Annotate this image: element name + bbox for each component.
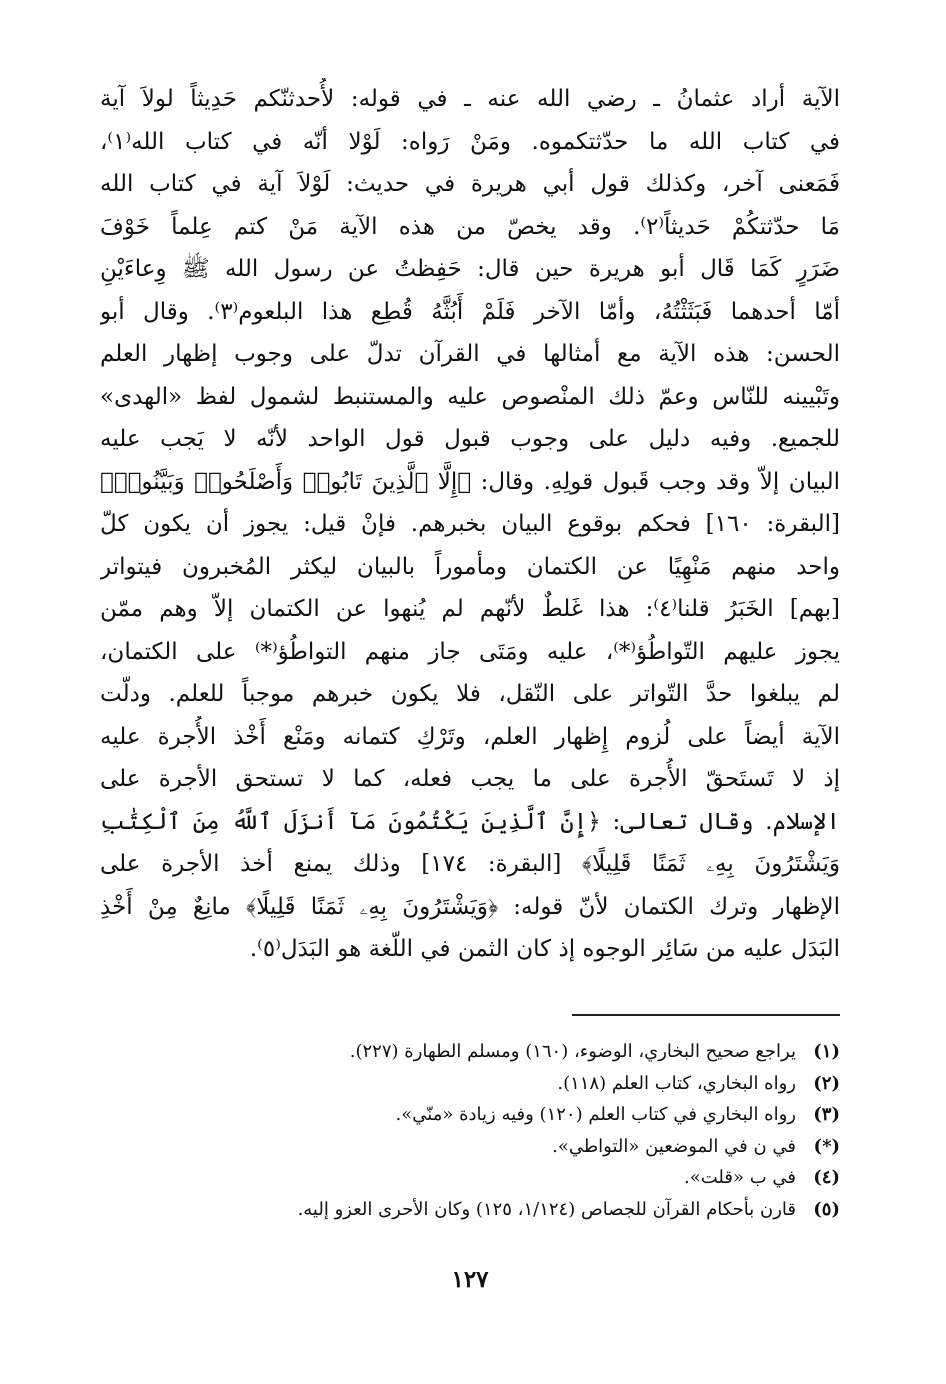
text-line: في كتاب الله ما حدّثتكموه. ومَنْ رَواه: لَوْلا أنّه في كتاب الله⁽١⁾، xyxy=(100,128,840,155)
footnote-separator xyxy=(572,1014,840,1016)
footnote-number: (٥) xyxy=(813,1198,840,1220)
text-line: وتَبْيينه للنّاس وعمّ ذلك المنْصوص عليه والمستنبط لشمول لفظ «الهدى» xyxy=(100,383,840,410)
footnote xyxy=(100,1194,840,1226)
footnote-text: قارن بأحكام القرآن للجصاص (١/١٢٤، ١٢٥) وكان الأحرى العزو إليه. xyxy=(297,1198,796,1220)
text-line: الإسلام. وقال تعالى: ﴿إِنَّ ٱلَّذِينَ يَكْتُمُونَ مَآ أَنزَلَ ٱللَّهُ مِنَ ٱلْكِتَٰبِ xyxy=(100,808,840,835)
footnote xyxy=(100,1068,840,1100)
text-line: البَدَل عليه من سَائِر الوجوه إذ كان الثمن في اللّغة هو البَدَل⁽٥⁾. xyxy=(249,936,840,962)
book-page xyxy=(100,78,840,1338)
text-line: ضَرَرٍ كَمَا قَال أبو هريرة حين قال: حَفِظتُ عن رسول الله ﷺ وِعاءَيْنِ xyxy=(100,256,840,282)
footnote-text: يراجع صحيح البخاري، الوضوء، (١٦٠) ومسلم الطهارة (٢٢٧). xyxy=(349,1041,796,1062)
footnote-text: رواه البخاري في كتاب العلم (١٢٠) وفيه زيادة «منّي». xyxy=(395,1104,796,1125)
text-line: واحد منهم مَنْهِيًا عن الكتمان ومأموراً بالبيان ليكثر المُخبرون فيتواتر xyxy=(100,553,840,580)
footnotes-list xyxy=(100,1036,840,1225)
text-line: الآية أراد عثمانُ ـ رضي الله عنه ـ في قوله: لأُحدثنّكم حَدِيثاً لولاَ آية xyxy=(100,86,840,112)
footnote-number: (٢) xyxy=(813,1072,840,1094)
text-line: أمّا أحدهما فَبَثَثْتُهُ، وأمّا الآخر فَلَمْ أَبُثَّهُ قُطِع هذا البلعوم⁽٣⁾. وقال أبو xyxy=(100,298,840,325)
text-line: البيان إلاّ وقد وجب قَبول قولِهِ. وقال: ﴿إِلَّا ٱلَّذِينَ تَابُوا۟ وَأَصْلَحُوا۟ وَبَيَّنُوا۟﴾ xyxy=(100,468,840,495)
text-line: للجميع. وفيه دليل على وجوب قبول قول الواحد لأنّه لا يَجب عليه xyxy=(100,426,840,452)
footnote-number: (*) xyxy=(813,1135,840,1157)
footnote-number: (٤) xyxy=(813,1167,840,1188)
footnote-text: رواه البخاري، كتاب العلم (١١٨). xyxy=(557,1072,796,1094)
text-line: الإظهار وترك الكتمان لأنّ قوله: ﴿وَيَشْتَرُونَ بِهِۦ ثَمَنًا قَلِيلًا﴾ مانِعٌ مِنْ أَخْذِ xyxy=(100,893,840,920)
main-text xyxy=(100,78,840,971)
footnote xyxy=(100,1162,840,1194)
text-line: الآية أيضاً على لُزوم إِظهار العلم، وتَرْكِ كتمانه ومَنْع أَخْذ الأُجرة عليه xyxy=(100,723,840,750)
footnote xyxy=(100,1131,840,1163)
footnote xyxy=(100,1036,840,1068)
footnote xyxy=(100,1099,840,1131)
footnote-text: في ن في الموضعين «التواطي». xyxy=(552,1135,796,1157)
text-line: فَمَعنى آخر، وكذلك قول أبي هريرة في حديث: لَوْلاَ آية في كتاب الله xyxy=(100,171,840,197)
text-line: لم يبلغوا حدَّ التّواتر على النّقل، فلا يكون خبرهم موجباً للعلم. ودلّت xyxy=(100,681,840,707)
text-line: مَا حدّثتكُمْ حَديثاً⁽٢⁾. وقد يخصّ من هذه الآية مَنْ كتم عِلماً خَوْفَ xyxy=(100,213,840,240)
text-line: [البقرة: ١٦٠] فحكم بوقوع البيان بخبرهم. فإنْ قيل: يجوز أن يكون كلّ xyxy=(100,511,840,537)
text-line: [بهم] الخَبَرُ قلنا⁽٤⁾: هذا غَلطٌ لأنّهم لم يُنهوا عن الكتمان إلاّ وهم ممّن xyxy=(100,596,840,622)
page-number: ١٢٧ xyxy=(451,1266,489,1293)
footnote-number: (٣) xyxy=(813,1104,840,1125)
text-line: وَيَشْتَرُونَ بِهِۦ ثَمَنًا قَلِيلًا﴾ [البقرة: ١٧٤] وذلك يمنع أخذ الأجرة على xyxy=(100,851,840,877)
footnote-number: (١) xyxy=(813,1041,840,1062)
text-line: يجوز عليهم التّواطُؤ⁽*⁾، عليه ومَتَى جاز منهم التواطُؤ⁽*⁾ على الكتمان، xyxy=(100,638,840,665)
text-line: إذ لا تَستَحقّ الأُجرة على ما يجب فعله، كما لا تستحق الأجرة على xyxy=(100,766,840,792)
text-line: الحسن: هذه الآية مع أمثالها في القرآن تدلّ على وجوب إظهار العلم xyxy=(100,341,840,367)
footnote-text: في ب «قلت». xyxy=(684,1167,796,1188)
